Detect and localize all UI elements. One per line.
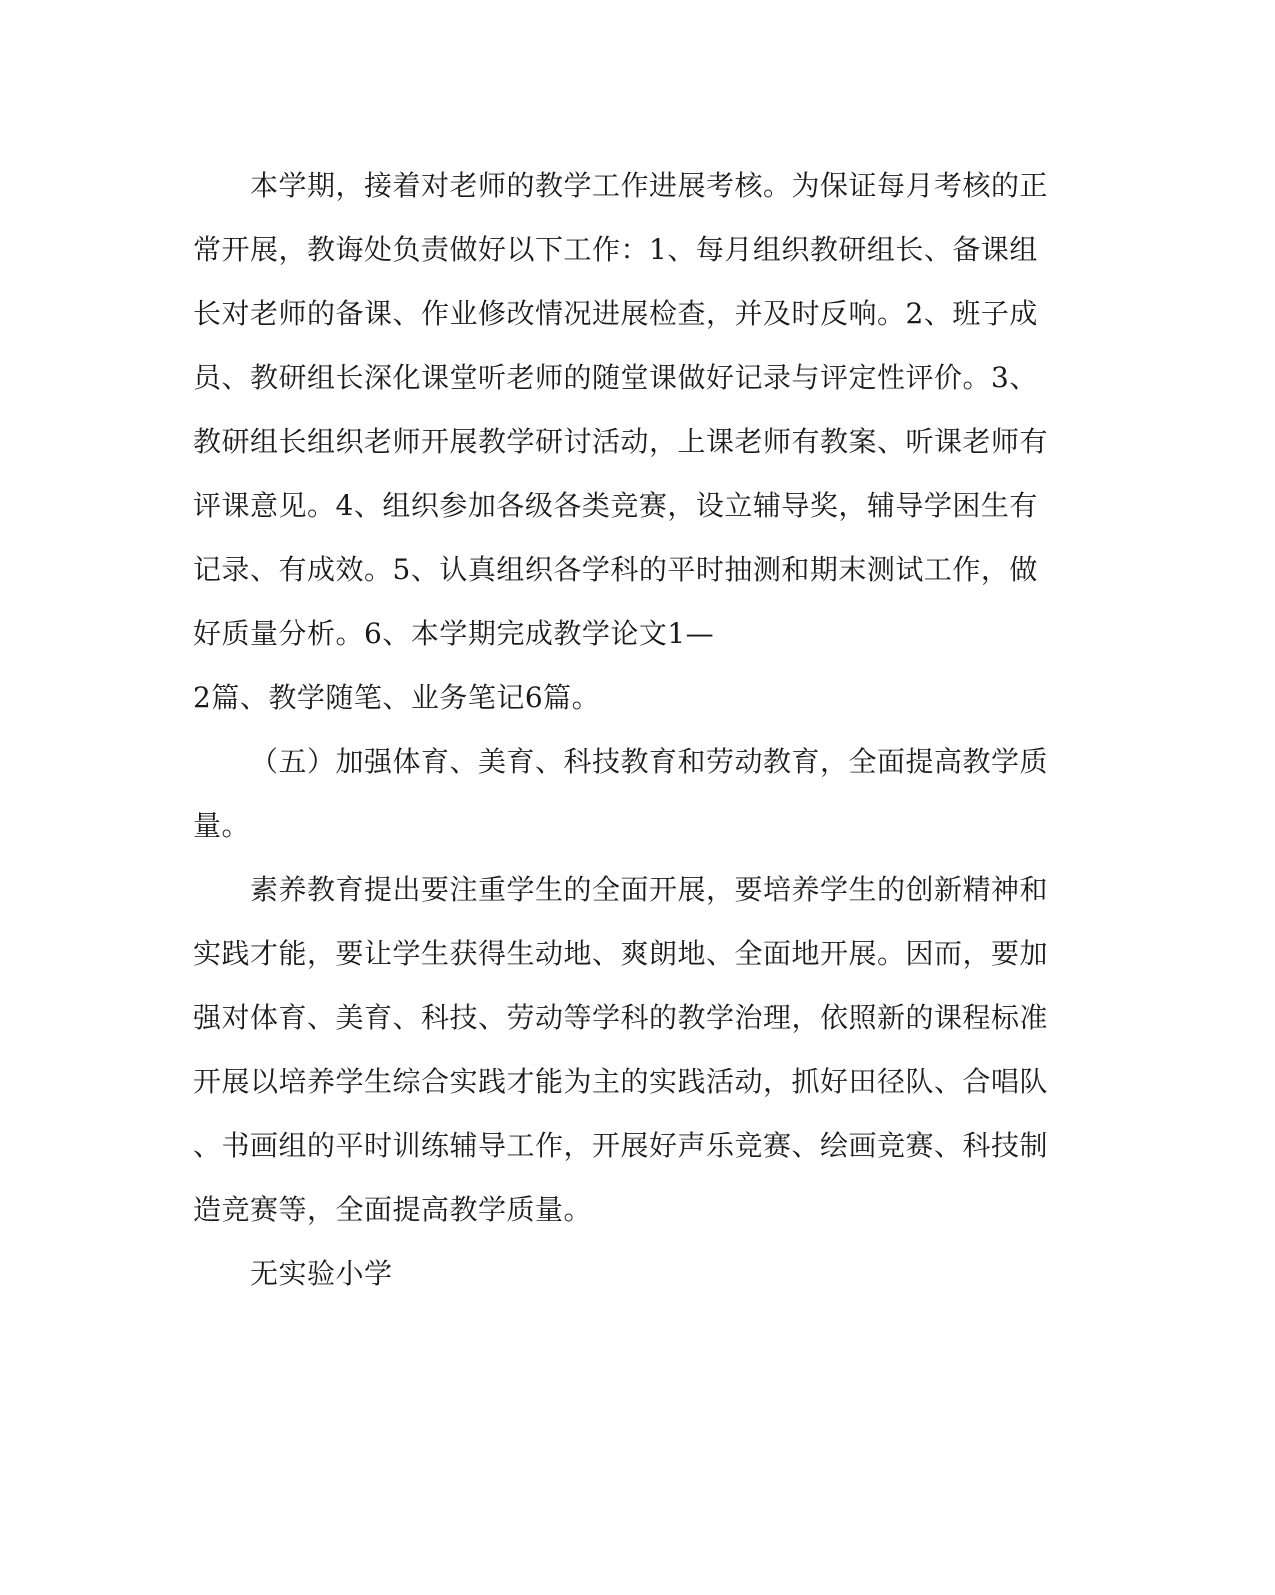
paragraph-line: 开展以培养学生综合实践才能为主的实践活动，抓好田径队、合唱队 (193, 1065, 1049, 1098)
paragraph-line: 员、教研组长深化课堂听老师的随堂课做好记录与评定性评价。3、 (193, 361, 1038, 394)
paragraph-line: 教研组长组织老师开展教学研讨活动，上课老师有教案、听课老师有 (193, 425, 1049, 458)
paragraph-line: 本学期，接着对老师的教学工作进展考核。为保证每月考核的正 (250, 169, 1049, 202)
section-heading-line: （五）加强体育、美育、科技教育和劳动教育，全面提高教学质 (250, 745, 1049, 778)
paragraph-line: 素养教育提出要注重学生的全面开展，要培养学生的创新精神和 (250, 873, 1049, 906)
paragraph-line: 2篇、教学随笔、业务笔记6篇。 (193, 681, 601, 714)
paragraph-line: 、书画组的平时训练辅导工作，开展好声乐竞赛、绘画竞赛、科技制 (193, 1129, 1049, 1162)
paragraph-line: 常开展，教诲处负责做好以下工作：1、每月组织教研组长、备课组 (193, 233, 1038, 266)
paragraph-line: 造竞赛等，全面提高教学质量。 (193, 1193, 593, 1226)
paragraph-line: 好质量分析。6、本学期完成教学论文1— (193, 617, 715, 650)
paragraph-line: 实践才能，要让学生获得生动地、爽朗地、全面地开展。因而，要加 (193, 937, 1049, 970)
paragraph-line: 记录、有成效。5、认真组织各学科的平时抽测和期末测试工作，做 (193, 553, 1038, 586)
paragraph-line: 评课意见。4、组织参加各级各类竞赛，设立辅导奖，辅导学困生有 (193, 489, 1038, 522)
document-body (193, 154, 1055, 1306)
paragraph-line: 强对体育、美育、科技、劳动等学科的教学治理，依照新的课程标准 (193, 1001, 1049, 1034)
signature-line: 无实验小学 (250, 1257, 393, 1290)
section-heading-line: 量。 (193, 809, 251, 842)
paragraph-line: 长对老师的备课、作业修改情况进展检查，并及时反响。2、班子成 (193, 297, 1038, 330)
